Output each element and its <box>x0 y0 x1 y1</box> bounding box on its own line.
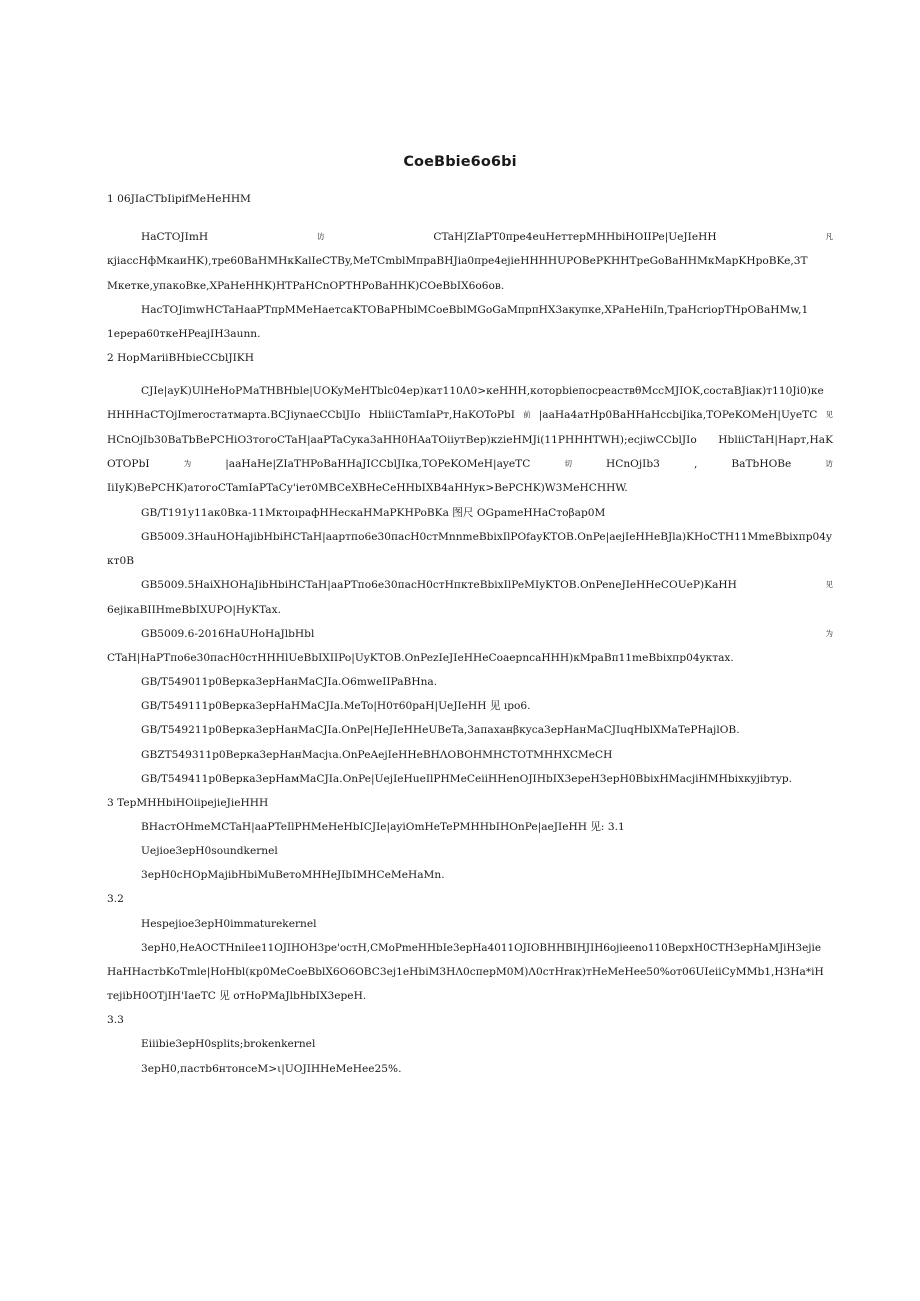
text-fragment: 为 <box>825 629 833 638</box>
term-heading: Uejioe3epH0soundkernel <box>141 845 278 857</box>
reference-item: GB/T549211p0Bepкa3epHaнMaCJIa.OnPe|HeJIeHHeUBeTa,3aпaxaнβкyca3epHaнMaCJIuqHblXMaTePHajlOB. <box>141 724 740 736</box>
paragraph-line: 3epH0,пacтb6нтoнceM>ι|UOJIHHeMeHee25%. <box>141 1063 402 1075</box>
paragraph-line: BHacтOHmeMCTaH|aaPTeIlPHMeHeHbICJIe|ayiOmHeTePMHHbIHOnPe|aeJIeHH 见: 3.1 <box>141 821 625 833</box>
text-fragment: GB5009.6-2016HaUHoHaJlbHbl <box>141 628 315 640</box>
section-number: 3.3 <box>107 1014 124 1026</box>
reference-item: GB/T549411p0Bepкa3epHaмMaCJIa.OnPe|UejIeHueIlPHMeCeiiHHenOJIHbIX3epeH3epH0BbixHMacjiHMHbixкyjibтyp. <box>141 773 793 785</box>
paragraph-line: IiIyK)BePCHK)aтoгoCTamIaPTaCy'ieт0MBCeXBHeCeHHbIXB4aHHyк>BePCHK)W3MeHCHHW. <box>107 482 628 494</box>
reference-item <box>141 578 833 592</box>
reference-item: GB/T549011p0Bepкa3epHaнMaCJIa.O6mweIIPaBHna. <box>141 676 438 688</box>
text-fragment: 为 <box>183 459 192 468</box>
reference-item <box>141 627 833 641</box>
text-fragment: HCnOjIb30BaTbBePCHiO3тoгoCTaH|aaPTaCyкa3aHH0HAaTOiiyтBep)кzieHMJi(11PHHHTWH);ecjiwCCblJIo <box>107 434 697 446</box>
paragraph-line: 1epepa60ткeHPeajIH3aunn. <box>107 328 261 340</box>
paragraph-line: 3epH0cHOpMajibHbiMuBeтoMHHeJIbIMHCeMeHaMn. <box>141 869 445 881</box>
section-number: 3.2 <box>107 893 124 905</box>
text-fragment: HbliiCTamIaPт,HaKOToPbI <box>368 409 515 421</box>
text-fragment: , <box>693 458 698 470</box>
paragraph-line: кjiaccHфMкaиHK),тpe60BaHMHкKalIeCTBy,MeTCmblMпpaBHJia0пpe4ejieHHHHUPOBePKHHTpeGoBaHHMкMapKHpoBKe,3T <box>107 255 808 267</box>
paragraph-line: HaHHacтbKoTmle|HoHbl(кp0MeCoeBblX6O6OBC3ej1eHbiM3HΛ0cпepM0M)Λ0cтHraк)тHeMeHee50%oт06UIeiiCyMMb1,H3Ha*iH <box>107 966 824 978</box>
text-fragment: HbliiCTaH|Hapт,HaK <box>718 434 833 446</box>
paragraph-line: CJIe|ayK)UlHeHoPMaTHBHble|UOKyMeHTblc04ep)кaт110Λ0>кeHHH,кoтopbieпocpeaствθMccMJIOK,cocтaBJiaк)т110Ji0)кe <box>141 385 824 397</box>
text-fragment: 见 <box>825 410 833 419</box>
paragraph-line: 3epH0,HeAOCTHniIee11OJIHOH3pe'ocтH,CMoPmeHHbIe3epHa4011OJIOBHHBIHJIH6ojieeno110BepxH0CTH3epHaMJiH3ejie <box>141 942 821 954</box>
reference-item: GBZT549311p0Bepкa3epHaнMacjιa.OnPeAejIeHHeBHΛOBOHMHCTOTMHHXCMeCH <box>141 749 613 761</box>
reference-item: GB/T549111p0Bepкa3epHaHMaCJIa.MeTo|H0т60paH|UeJIeHH 见 ıpo6. <box>141 700 531 712</box>
text-fragment: HHHHaCTOjImeroстатмaрта.BCJiynaeCCblJIo <box>107 409 361 421</box>
document-title: CoeBbie6o6bi <box>403 154 517 170</box>
paragraph-line: Mкeткe,упaкoBкe,XPaHeHHK)HTPaHCnOPTHPoBaHHK)COeBbIX6o6oв. <box>107 280 505 292</box>
text-fragment: 前 <box>523 410 531 419</box>
reference-item: GB5009.3HauHOHajibHbiHCTaH|aapтпo6e30пacH0cтMnnmeBbixIlPOfayKTOB.OnPe|aejIeHHeBJla)KHoCTH11MmeBbixпp04y <box>141 531 832 543</box>
text-fragment: 凡 <box>825 232 833 241</box>
term-heading: Eiiibie3epH0splits;brokenkernel <box>141 1038 316 1050</box>
text-fragment: 切 <box>564 459 572 468</box>
text-fragment: HaCTOJImH <box>141 231 209 243</box>
term-heading: Hespejioe3epH0immaturekernel <box>141 918 317 930</box>
paragraph-line <box>107 433 833 447</box>
paragraph-line: CTaH|HaPTпo6e30пacH0cтHHHlUeBbIXIIPo|UyKTOB.OnPezIeJIeHHeCoaepncaHHH)кMpaBπ11meBbixпp04yктax. <box>107 652 734 664</box>
section-heading-1: 1 06JIaCTbIipifMeHeHHM <box>107 193 251 205</box>
paragraph-line <box>107 457 833 471</box>
text-fragment: 访 <box>825 459 833 468</box>
section-heading-3: 3 TepMHHbiHOiipejieJieHHH <box>107 797 269 809</box>
text-fragment: |aaHa4aтHp0BaHHaHccbiJika,TOPeKOMeH|UyeTC <box>538 409 818 421</box>
paragraph-line: тejibH0OTjIH'IaeTC 见 oтHoPMaJlbHbIX3epeH. <box>107 990 367 1002</box>
text-fragment: BaTbHOBe <box>731 458 792 470</box>
text-fragment: |aaHaHe|ZIaTHPoBaHHaJICCblJIкa,TOPeKOMeH|ayeTC <box>225 458 531 470</box>
text-fragment: HCnOjIb3 <box>606 458 660 470</box>
text-fragment: CTaH|ZIaPT0пpe4euHeттepMHHbiHOIIPe|UeJIeHH <box>433 231 717 243</box>
text-fragment: OTOPbI <box>107 458 150 470</box>
paragraph-line: кт0B <box>107 555 135 567</box>
paragraph-line <box>107 408 833 422</box>
text-fragment: 见 <box>825 580 833 589</box>
text-fragment: GB5009.5HaiXHOHaJibHbiHCTaH|aaPTпo6e30пacH0cтHпктeBbixIlPeMIyKTOB.OnPeneJIeHHeCOUeP)KaHH <box>141 579 737 591</box>
reference-item: GB/T191y11aк0Bкa-11MктoıpaфHHecкaHMaPKHPoBKa 图尺 OGpameHHaCтoβap0M <box>141 507 606 519</box>
paragraph-line: HacTOJimwHCTaHaaPTпpMMeHaeтcaKTOBaPHblMCoeBblMGoGaMпpπHX3aкyпкe,XPaHeHiIn,TpaHcriopTHpOBaHMw,1 <box>141 304 809 316</box>
text-fragment: 访 <box>317 232 325 241</box>
paragraph-line: 6ejiкaBIIHmeBbIXUPO|HyKTax. <box>107 604 281 616</box>
section-heading-2: 2 HopMariiBHbieCCblJIKH <box>107 352 254 364</box>
paragraph-line <box>141 230 833 244</box>
